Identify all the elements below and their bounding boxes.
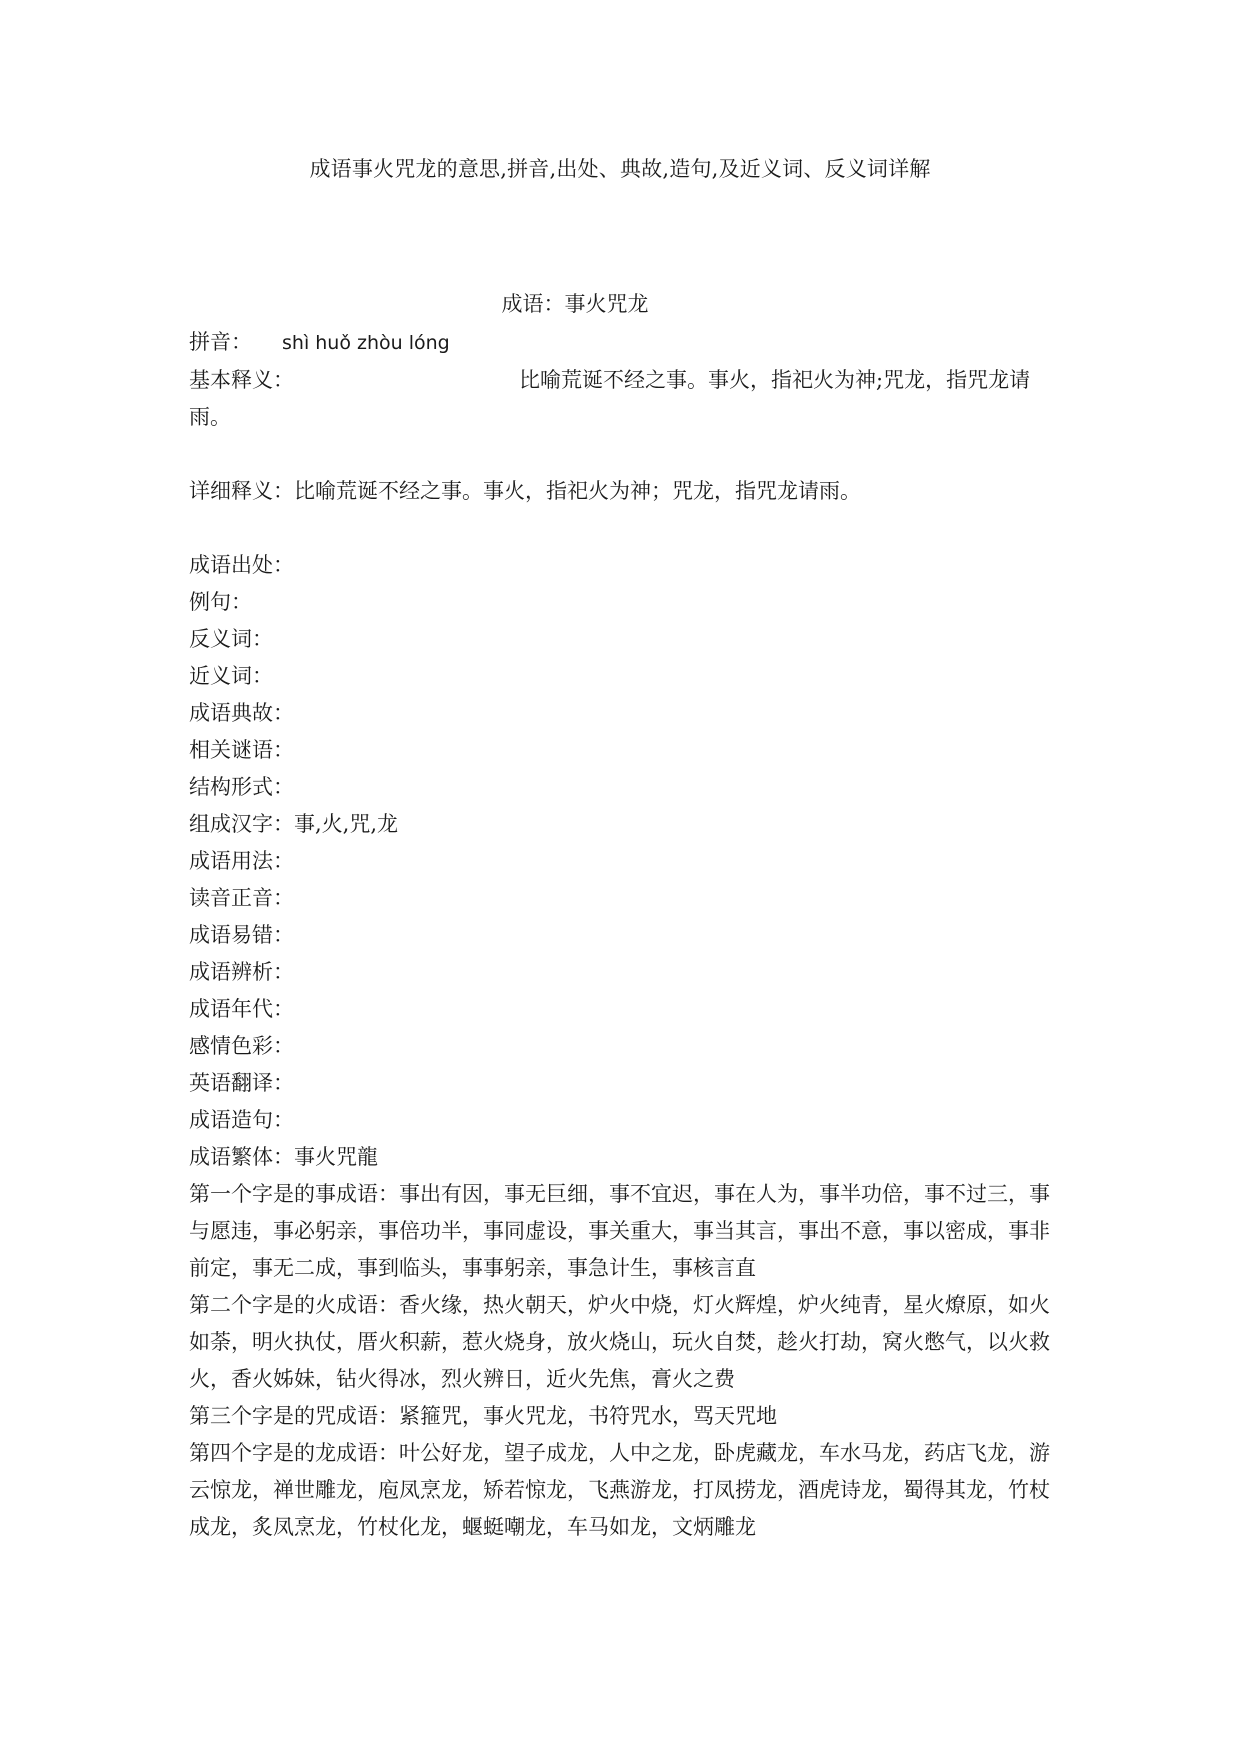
field-row <box>189 658 1055 695</box>
field-label: 成语繁体： <box>189 1145 294 1169</box>
document-title: 成语事火咒龙的意思,拼音,出处、典故,造句,及近义词、反义词详解 <box>309 157 931 181</box>
field-row <box>189 880 1055 917</box>
field-label: 成语出处： <box>189 553 294 577</box>
related-idioms <box>189 1176 1055 1546</box>
field-value: 事火咒龍 <box>294 1145 378 1169</box>
basic-definition-label: 基本释义： <box>189 368 294 392</box>
field-row <box>189 621 1055 658</box>
field-row <box>189 695 1055 732</box>
related-value: 紧箍咒，事火咒龙，书符咒水，骂天咒地 <box>399 1404 777 1428</box>
field-row <box>189 991 1055 1028</box>
field-row <box>189 843 1055 880</box>
field-label: 结构形式： <box>189 775 294 799</box>
field-row <box>189 769 1055 806</box>
field-label: 成语易错： <box>189 923 294 947</box>
field-label: 相关谜语： <box>189 738 294 762</box>
related-label: 第二个字是的火成语： <box>189 1293 399 1317</box>
field-row <box>189 1028 1055 1065</box>
related-idioms-second-char <box>189 1287 1055 1398</box>
field-row <box>189 917 1055 954</box>
related-idioms-first-char <box>189 1176 1055 1287</box>
field-row <box>189 1102 1055 1139</box>
field-value: 事,火,咒,龙 <box>294 812 399 836</box>
related-label: 第四个字是的龙成语： <box>189 1441 399 1465</box>
basic-definition-row <box>189 362 1055 436</box>
field-label: 反义词： <box>189 627 273 651</box>
basic-definition-value: 比喻荒诞不经之事。事火，指祀火为神;咒龙，指咒龙请雨。 <box>189 368 1031 429</box>
document-body <box>189 324 1055 1546</box>
pinyin-label: 拼音： <box>189 330 252 354</box>
related-idioms-fourth-char <box>189 1435 1055 1546</box>
field-list <box>189 547 1055 1176</box>
field-label: 例句： <box>189 590 252 614</box>
related-value: 事出有因，事无巨细，事不宜迟，事在人为，事半功倍，事不过三，事与愿违，事必躬亲，事倍功半，事同虚设，事关重大，事当其言，事出不意，事以密成，事非前定，事无二成，事到临头，事事躬亲，事急计生，事核言直 <box>189 1182 1050 1280</box>
field-label: 感情色彩： <box>189 1034 294 1058</box>
spacer <box>189 436 1055 473</box>
field-row <box>189 732 1055 769</box>
field-row <box>189 806 1055 843</box>
field-label: 成语用法： <box>189 849 294 873</box>
spacer <box>189 510 1055 547</box>
idiom-heading: 成语：事火咒龙 <box>501 292 649 316</box>
field-row <box>189 547 1055 584</box>
related-value: 香火缘，热火朝天，炉火中烧，灯火辉煌，炉火纯青，星火燎原，如火如荼，明火执仗，厝火积薪，惹火烧身，放火烧山，玩火自焚，趁火打劫，窝火憋气，以火救火，香火姊妹，钻火得冰，烈火辨日，近火先焦，膏火之费 <box>189 1293 1050 1391</box>
detailed-definition-row <box>189 473 1055 510</box>
related-label: 第三个字是的咒成语： <box>189 1404 399 1428</box>
field-row <box>189 1139 1055 1176</box>
related-idioms-third-char <box>189 1398 1055 1435</box>
field-label: 读音正音： <box>189 886 294 910</box>
detailed-definition-label: 详细释义： <box>189 479 294 503</box>
field-label: 组成汉字： <box>189 812 294 836</box>
field-label: 英语翻译： <box>189 1071 294 1095</box>
field-label: 近义词： <box>189 664 273 688</box>
field-label: 成语典故： <box>189 701 294 725</box>
field-row <box>189 1065 1055 1102</box>
field-label: 成语年代： <box>189 997 294 1021</box>
field-row <box>189 584 1055 621</box>
field-label: 成语造句： <box>189 1108 294 1132</box>
field-label: 成语辨析： <box>189 960 294 984</box>
pinyin-value: shì huǒ zhòu lóng <box>282 332 450 354</box>
related-value: 叶公好龙，望子成龙，人中之龙，卧虎藏龙，车水马龙，药店飞龙，游云惊龙，禅世雕龙，庖凤烹龙，矫若惊龙，飞燕游龙，打凤捞龙，酒虎诗龙，蜀得其龙，竹杖成龙，炙凤烹龙，竹杖化龙，蝘蜓嘲龙，车马如龙，文炳雕龙 <box>189 1441 1050 1539</box>
field-row <box>189 954 1055 991</box>
related-label: 第一个字是的事成语： <box>189 1182 399 1206</box>
detailed-definition-value: 比喻荒诞不经之事。事火，指祀火为神；咒龙，指咒龙请雨。 <box>294 479 861 503</box>
pinyin-row <box>189 324 1055 362</box>
